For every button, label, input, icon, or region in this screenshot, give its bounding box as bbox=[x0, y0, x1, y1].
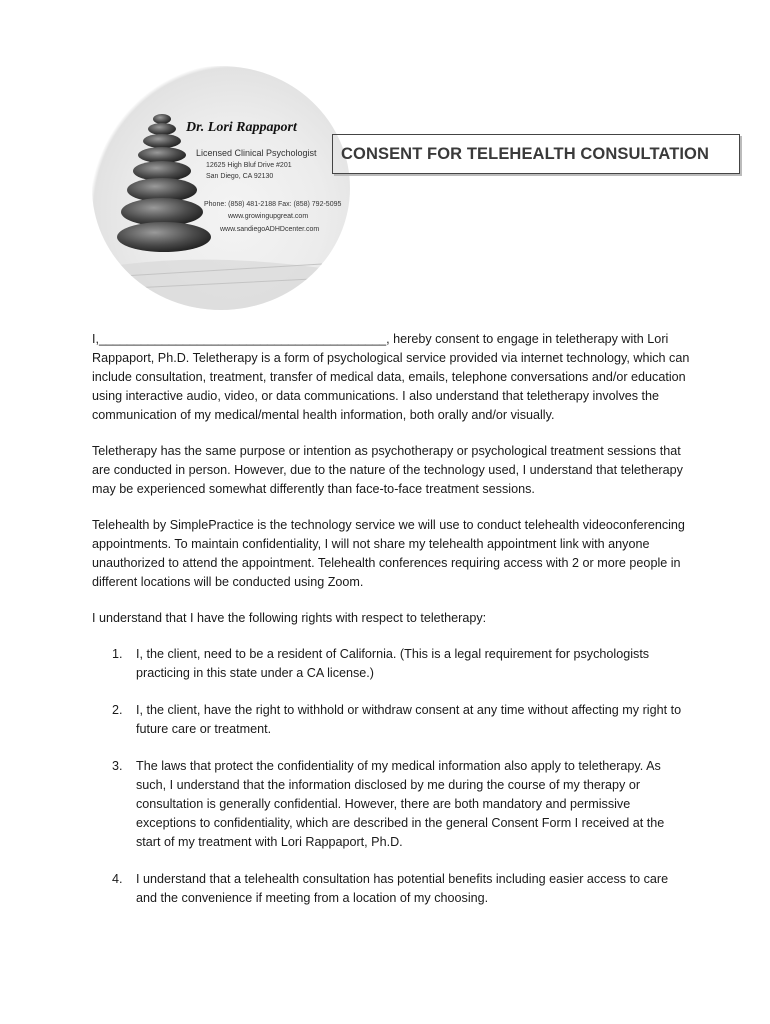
document-title: CONSENT FOR TELEHEALTH CONSULTATION bbox=[341, 144, 710, 163]
practice-logo bbox=[92, 66, 350, 310]
list-item bbox=[92, 870, 692, 908]
list-item bbox=[92, 645, 692, 683]
rights-intro: I understand that I have the following rights with respect to teletherapy: bbox=[92, 611, 487, 625]
logo-website-2: www.sandiegoADHDcenter.com bbox=[220, 226, 320, 233]
technology-paragraph: Telehealth by SimplePractice is the technology service we will use to conduct telehealth videoconferencing appointments. To maintain confidentiality, I will not share my telehealth appointment link with anyone unauthorized to attend the appointment. Telehealth conferences requiring access with 2 or more people in different locations will be conducted using Zoom. bbox=[92, 518, 685, 589]
consent-paragraph: I,_________________________________________, hereby consent to engage in teletherapy with Lori Rappaport, Ph.D. Teletherapy is a form of psychological service provided via internet technology, which can include consultation, treatment, transfer of medical data, emails, telephone conversations and/or education using interactive audio, video, or data communications. I also understand that teletherapy involves the communication of my medical/mental health information, both orally and/or visually. bbox=[92, 332, 690, 422]
logo-address-line2: San Diego, CA 92130 bbox=[206, 173, 274, 180]
stacked-stones-icon bbox=[92, 66, 350, 310]
list-number: 1. bbox=[112, 647, 123, 661]
list-text: I, the client, need to be a resident of California. (This is a legal requirement for psychologists practicing in this state under a CA license.) bbox=[136, 647, 650, 680]
document-title-box bbox=[332, 134, 740, 174]
list-number: 2. bbox=[112, 703, 123, 717]
list-item bbox=[92, 701, 692, 739]
list-number: 3. bbox=[112, 759, 123, 773]
logo-phone: Phone: (858) 481-2188 Fax: (858) 792-5095 bbox=[204, 201, 342, 208]
rights-list bbox=[92, 645, 692, 908]
list-text: The laws that protect the confidentiality of my medical information also apply to teletherapy. As such, I understand that the information disclosed by me during the course of my therapy or consultation is generally confidential. However, there are both mandatory and permissive exceptions to confidentiality, which are described in the general Consent Form I received at the start of my treatment with Lori Rappaport, Ph.D. bbox=[136, 759, 665, 849]
document-body bbox=[92, 330, 692, 926]
list-number: 4. bbox=[112, 872, 123, 886]
list-text: I understand that a telehealth consultation has potential benefits including easier access to care and the convenience if meeting from a location of my choosing. bbox=[136, 872, 669, 905]
logo-address-line1: 12625 High Bluf Drive #201 bbox=[206, 162, 292, 169]
logo-title: Licensed Clinical Psychologist bbox=[196, 148, 317, 158]
logo-website-1: www.growingupgreat.com bbox=[228, 213, 309, 220]
logo-name: Dr. Lori Rappaport bbox=[186, 120, 297, 135]
list-item bbox=[92, 757, 692, 852]
purpose-paragraph: Teletherapy has the same purpose or intention as psychotherapy or psychological treatment sessions that are conducted in person. However, due to the nature of the technology used, I understand that teletherapy may be experienced somewhat differently than face-to-face treatment sessions. bbox=[92, 444, 683, 496]
list-text: I, the client, have the right to withhold or withdraw consent at any time without affecting my right to future care or treatment. bbox=[136, 703, 682, 736]
